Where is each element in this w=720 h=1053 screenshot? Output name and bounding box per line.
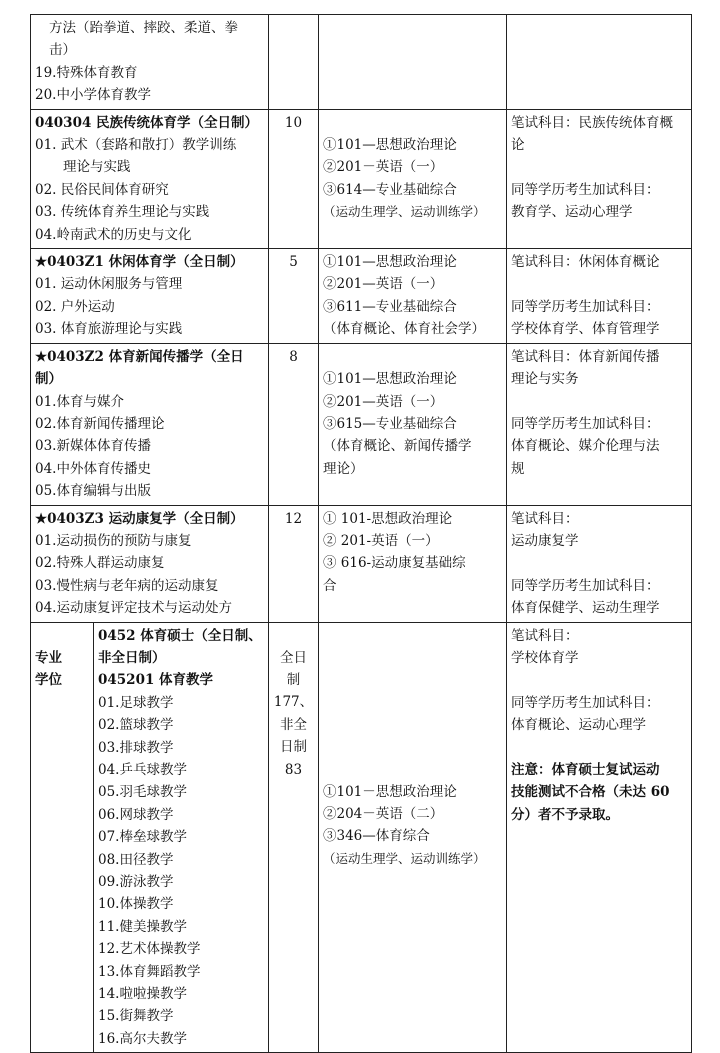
quota-cell bbox=[269, 109, 319, 248]
note-line: 规 bbox=[511, 460, 525, 477]
list-item: 03.慢性病与老年病的运动康复 bbox=[35, 577, 219, 594]
list-item: 16.高尔夫教学 bbox=[98, 1030, 187, 1047]
note-line: 同等学历考生加试科目： bbox=[511, 577, 660, 594]
exam-item: ①101—思想政治理论 bbox=[323, 371, 457, 388]
notes-cell bbox=[507, 505, 692, 622]
list-item: 02. 民俗民间体育研究 bbox=[35, 181, 169, 198]
notes-cell bbox=[507, 249, 692, 344]
note-line: 同等学历考生加试科目： bbox=[511, 298, 660, 315]
exam-cell bbox=[319, 505, 507, 622]
warning-note: 技能测试不合格（未达 60 bbox=[511, 784, 670, 801]
quota-cell bbox=[269, 622, 319, 1053]
exam-item: ①101—思想政治理论 bbox=[323, 254, 457, 271]
list-item: 10.体操教学 bbox=[98, 896, 174, 913]
quota-line: 全日 bbox=[280, 649, 307, 666]
program-title: ★0403Z2 体育新闻传播学（全日 bbox=[35, 348, 244, 365]
list-item: 02.体育新闻传播理论 bbox=[35, 415, 165, 432]
note-line: 同等学历考生加试科目： bbox=[511, 694, 660, 711]
quota-value: 8 bbox=[289, 348, 298, 365]
exam-item: （运动生理学、运动训练学） bbox=[323, 850, 486, 866]
list-item: 01.足球教学 bbox=[98, 694, 174, 711]
exam-item: ② 201-英语（一） bbox=[323, 532, 439, 549]
note-line: 体育概论、媒介伦理与法 bbox=[511, 438, 660, 455]
note-line: 笔试科目：体育新闻传播 bbox=[511, 348, 660, 365]
note-line: 同等学历考生加试科目： bbox=[511, 415, 660, 432]
list-item: 02. 户外运动 bbox=[35, 298, 115, 315]
note-line: 理论与实务 bbox=[511, 371, 579, 388]
list-item: 方法（跆拳道、摔跤、柔道、拳 bbox=[49, 20, 238, 36]
quota-line: 日制 bbox=[280, 739, 307, 756]
list-item: 14.啦啦操教学 bbox=[98, 986, 187, 1003]
exam-item: ③615—专业基础综合 bbox=[323, 415, 457, 432]
category-label: 学位 bbox=[35, 671, 62, 688]
exam-item: ③346—体育综合 bbox=[323, 828, 430, 845]
quota-cell bbox=[269, 343, 319, 505]
list-item: 03.新媒体体育传播 bbox=[35, 438, 151, 455]
category-cell bbox=[31, 622, 94, 1053]
note-line: 笔试科目： bbox=[511, 510, 579, 527]
program-title: 040304 民族传统体育学（全日制） bbox=[35, 114, 259, 131]
list-item: 03. 体育旅游理论与实践 bbox=[35, 321, 183, 338]
table-row bbox=[31, 109, 692, 248]
direction-cell bbox=[94, 622, 269, 1053]
list-item: 理论与实践 bbox=[63, 159, 131, 176]
direction-cell bbox=[31, 249, 269, 344]
quota-line: 177、 bbox=[273, 694, 314, 711]
list-item: 05.体育编辑与出版 bbox=[35, 483, 151, 500]
exam-item: ①101—思想政治理论 bbox=[323, 137, 457, 154]
quota-value: 12 bbox=[284, 510, 303, 527]
quota-cell bbox=[269, 249, 319, 344]
exam-cell bbox=[319, 249, 507, 344]
exam-item: ②201—英语（一） bbox=[323, 393, 444, 410]
quota-line: 制 bbox=[286, 671, 301, 688]
quota-value: 5 bbox=[289, 254, 298, 271]
notes-cell bbox=[507, 15, 692, 110]
list-item: 03.排球教学 bbox=[98, 739, 174, 756]
note-line: 教育学、运动心理学 bbox=[511, 204, 633, 221]
program-title: 制） bbox=[35, 371, 62, 388]
notes-cell bbox=[507, 343, 692, 505]
list-item: 12.艺术体操教学 bbox=[98, 941, 201, 958]
exam-item: 理论） bbox=[323, 460, 364, 477]
list-item: 07.棒垒球教学 bbox=[98, 829, 187, 846]
exam-cell bbox=[319, 15, 507, 110]
direction-cell bbox=[31, 343, 269, 505]
direction-cell bbox=[31, 15, 269, 110]
list-item: 击） bbox=[49, 42, 76, 59]
list-item: 13.体育舞蹈教学 bbox=[98, 963, 201, 980]
exam-cell bbox=[319, 622, 507, 1053]
list-item: 02.篮球教学 bbox=[98, 717, 174, 734]
exam-item: （运动生理学、运动训练学） bbox=[323, 204, 486, 220]
table-row bbox=[31, 249, 692, 344]
exam-cell bbox=[319, 109, 507, 248]
table-row bbox=[31, 505, 692, 622]
list-item: 15.街舞教学 bbox=[98, 1008, 174, 1025]
note-line: 同等学历考生加试科目： bbox=[511, 181, 660, 198]
note-line: 笔试科目：休闲体育概论 bbox=[511, 254, 660, 271]
list-item: 01. 武术（套路和散打）教学训练 bbox=[35, 137, 237, 154]
list-item: 03. 传统体育养生理论与实践 bbox=[35, 204, 210, 221]
list-item: 09.游泳教学 bbox=[98, 874, 174, 891]
exam-item: ① 101-思想政治理论 bbox=[323, 510, 453, 527]
table-row bbox=[31, 343, 692, 505]
list-item: 04.中外体育传播史 bbox=[35, 460, 151, 477]
note-line: 学校体育学、体育管理学 bbox=[511, 321, 660, 338]
list-item: 20.中小学体育教学 bbox=[35, 87, 151, 104]
exam-item: 合 bbox=[323, 577, 337, 594]
list-item: 01.运动损伤的预防与康复 bbox=[35, 532, 192, 549]
note-line: 笔试科目： bbox=[511, 627, 579, 644]
exam-item: ①101－思想政治理论 bbox=[323, 783, 457, 800]
note-line: 体育概论、运动心理学 bbox=[511, 717, 646, 734]
exam-item: ②204－英语（二） bbox=[323, 805, 444, 822]
admissions-table bbox=[30, 14, 692, 1053]
list-item: 08.田径教学 bbox=[98, 851, 174, 868]
list-item: 02.特殊人群运动康复 bbox=[35, 555, 165, 572]
list-item: 11.健美操教学 bbox=[98, 918, 187, 935]
warning-note: 分）者不予录取。 bbox=[511, 806, 619, 823]
exam-item: （体育概论、新闻传播学 bbox=[323, 438, 472, 455]
list-item: 04.岭南武术的历史与文化 bbox=[35, 226, 192, 243]
list-item: 19.特殊体育教育 bbox=[35, 64, 138, 81]
notes-cell bbox=[507, 109, 692, 248]
note-line: 笔试科目：民族传统体育概 bbox=[511, 114, 673, 131]
note-line: 运动康复学 bbox=[511, 532, 579, 549]
note-line: 体育保健学、运动生理学 bbox=[511, 600, 660, 617]
program-title: 0452 体育硕士（全日制、 bbox=[98, 627, 262, 644]
list-item: 01. 运动休闲服务与管理 bbox=[35, 276, 183, 293]
list-item: 01.体育与媒介 bbox=[35, 393, 124, 410]
table-row bbox=[31, 622, 692, 1053]
quota-cell bbox=[269, 505, 319, 622]
exam-cell bbox=[319, 343, 507, 505]
list-item: 04.乒乓球教学 bbox=[98, 762, 187, 778]
notes-cell bbox=[507, 622, 692, 1053]
exam-item: ③ 616-运动康复基础综 bbox=[323, 555, 466, 572]
note-line: 论 bbox=[511, 137, 525, 154]
direction-cell bbox=[31, 505, 269, 622]
exam-item: （体育概论、体育社会学） bbox=[323, 321, 485, 338]
quota-value: 10 bbox=[284, 114, 303, 131]
category-label: 专业 bbox=[35, 649, 62, 666]
program-title: ★0403Z3 运动康复学（全日制） bbox=[35, 510, 244, 527]
exam-item: ③611—专业基础综合 bbox=[323, 298, 457, 315]
list-item: 04.运动康复评定技术与运动处方 bbox=[35, 600, 232, 617]
table-row bbox=[31, 15, 692, 110]
quota-line: 83 bbox=[284, 761, 303, 778]
exam-item: ②201—英语（一） bbox=[323, 276, 444, 293]
quota-cell bbox=[269, 15, 319, 110]
warning-note: 注意：体育硕士复试运动 bbox=[511, 762, 660, 778]
quota-line: 非全 bbox=[280, 716, 307, 733]
program-title: 非全日制） bbox=[98, 649, 166, 666]
program-title: ★0403Z1 休闲体育学（全日制） bbox=[35, 254, 244, 271]
program-subtitle: 045201 体育教学 bbox=[98, 672, 214, 689]
direction-cell bbox=[31, 109, 269, 248]
note-line: 学校体育学 bbox=[511, 649, 579, 666]
exam-item: ③614—专业基础综合 bbox=[323, 181, 457, 198]
list-item: 05.羽毛球教学 bbox=[98, 784, 187, 801]
exam-item: ②201－英语（一） bbox=[323, 159, 444, 176]
list-item: 06.网球教学 bbox=[98, 806, 174, 823]
